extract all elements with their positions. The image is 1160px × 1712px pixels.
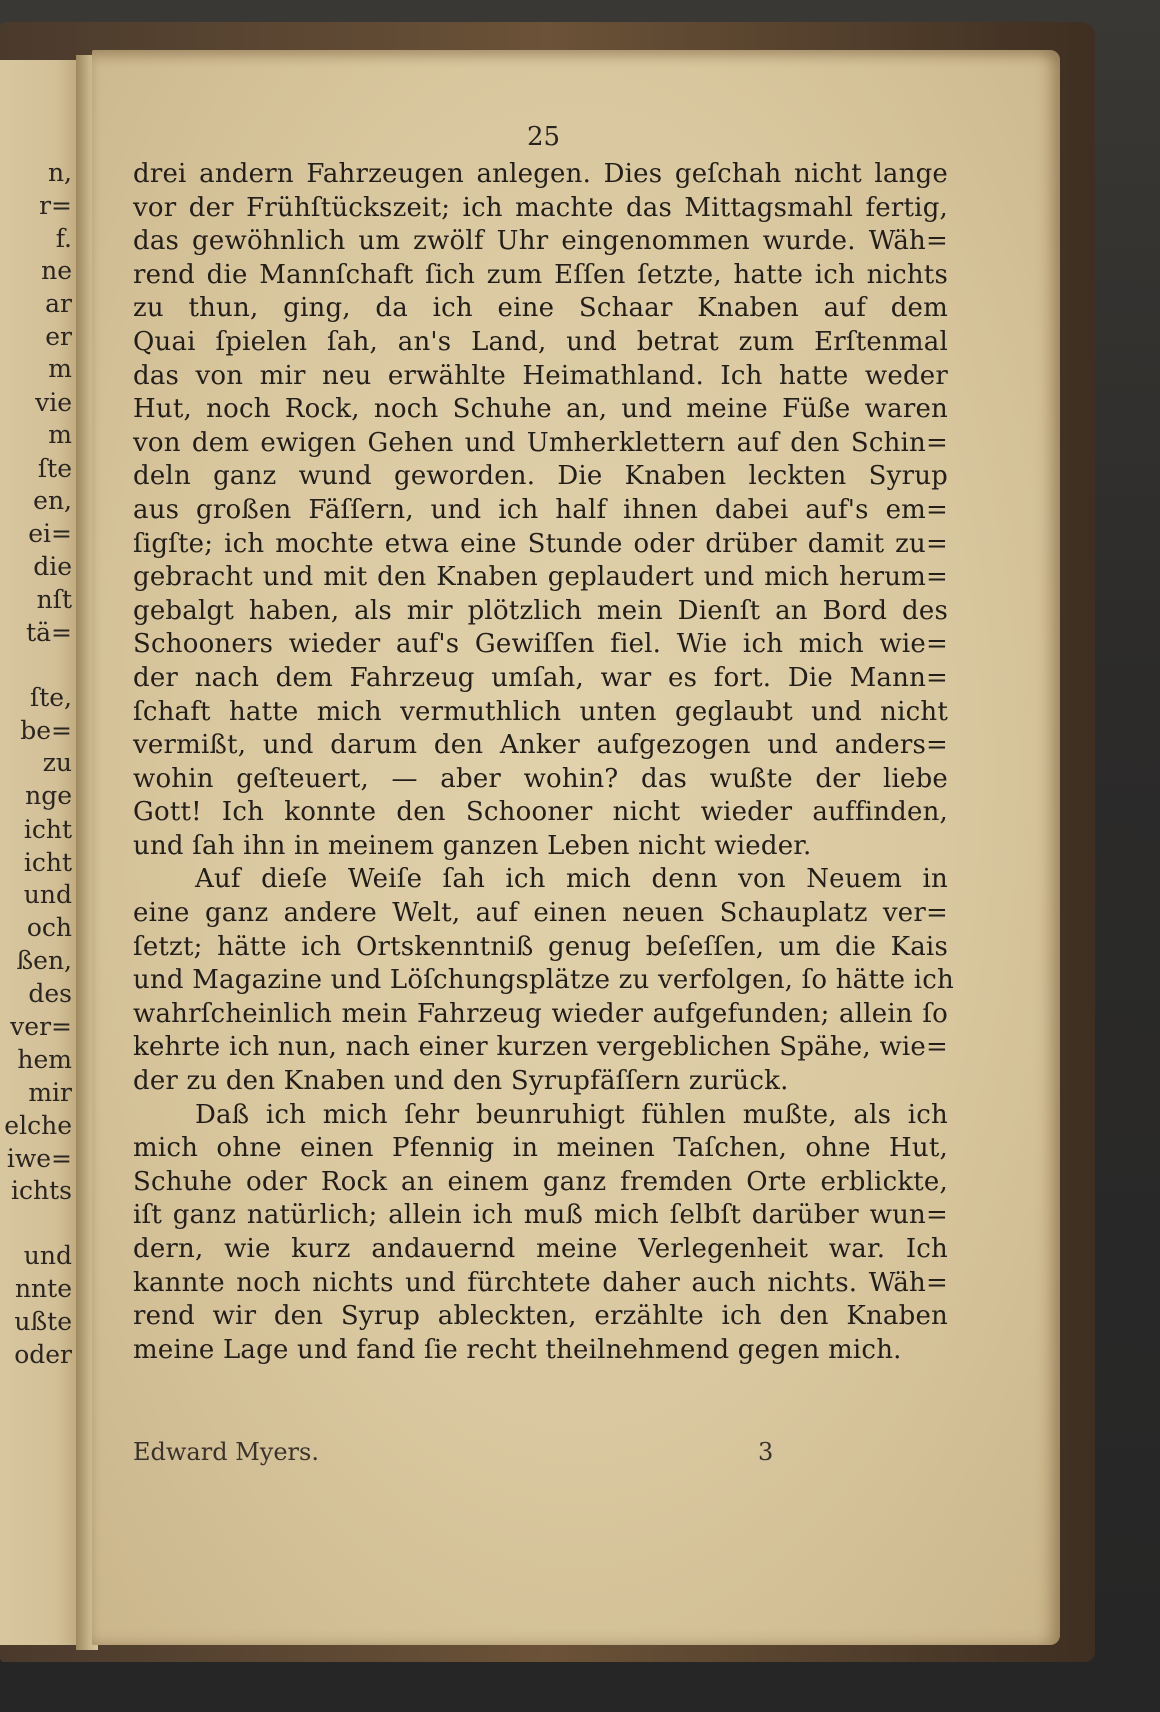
left-page-fragment: r= — [39, 191, 72, 220]
left-page-fragment: oder — [14, 1340, 72, 1369]
footer-sheet-number: 3 — [758, 1438, 774, 1466]
text-line: Gott! Ich konnte den Schooner nicht wieder auffinden, — [133, 797, 948, 828]
left-page-fragment: ußte — [14, 1307, 72, 1336]
text-line: das von mir neu erwählte Heimathland. Ich hatte weder — [133, 360, 948, 391]
left-page-fragment: nnte — [14, 1274, 72, 1303]
text-line: Auf dieſe Weiſe ſah ich mich denn von Neuem in — [195, 864, 948, 895]
text-line: Quai ſpielen ſah, an's Land, und betrat zum Erſtenmal — [133, 326, 948, 357]
left-page-fragment: icht — [23, 848, 72, 877]
text-line: ſigſte; ich mochte etwa eine Stunde oder drüber damit zu= — [133, 528, 948, 559]
left-page-fragment: zu — [42, 748, 72, 777]
text-line: kannte noch nichts und fürchtete daher auch nichts. Wäh= — [133, 1267, 948, 1298]
left-page-fragment: die — [33, 552, 72, 581]
left-page-fragment: tä= — [26, 618, 72, 647]
left-page-fragment: er — [45, 322, 72, 351]
left-page-fragment: ar — [45, 289, 72, 318]
left-page-fragment: und — [23, 880, 72, 909]
left-page-fragment: iwe= — [6, 1144, 72, 1173]
text-line: der nach dem Fahrzeug umſah, war es fort. Die Mann= — [133, 662, 948, 693]
left-page-fragment: mir — [28, 1078, 72, 1107]
left-page-fragment: ne — [41, 256, 72, 285]
text-line: vor der Frühſtückszeit; ich machte das Mittagsmahl fertig, — [133, 192, 948, 223]
left-page-fragment: m — [48, 354, 72, 383]
left-page-edge — [0, 60, 80, 1645]
text-line: Schuhe oder Rock an einem ganz fremden Orte erblickte, — [133, 1166, 948, 1197]
left-page-fragment: und — [23, 1241, 72, 1270]
left-page-fragment: ichts — [11, 1176, 72, 1205]
text-line: kehrte ich nun, nach einer kurzen vergeblichen Spähe, wie= — [133, 1032, 948, 1063]
text-line: vermißt, und darum den Anker aufgezogen und anders= — [133, 730, 948, 761]
text-line: und ſah ihn in meinem ganzen Leben nicht wieder. — [133, 830, 812, 861]
left-page-fragment: n, — [47, 158, 72, 187]
left-page-fragment: nge — [25, 781, 72, 810]
text-line: wohin geſteuert, — aber wohin? das wußte der liebe — [133, 763, 948, 794]
left-page-fragment: ei= — [28, 519, 72, 548]
text-line: ſetzt; hätte ich Ortskenntniß genug beſeſſen, um die Kais — [133, 931, 948, 962]
left-page-fragment: ver= — [10, 1012, 72, 1041]
footer-signature: Edward Myers. — [133, 1438, 319, 1466]
text-line: Hut, noch Rock, noch Schuhe an, und meine Füße waren — [133, 394, 948, 425]
left-page-fragment: vie — [35, 388, 72, 417]
text-line: gebracht und mit den Knaben geplaudert und mich herum= — [133, 562, 948, 593]
left-page-fragment: ſte, — [29, 683, 72, 712]
text-line: und Magazine und Löſchungsplätze zu verfolgen, ſo hätte ich — [133, 965, 954, 996]
left-page-fragment: be= — [20, 716, 72, 745]
text-line: wahrſcheinlich mein Fahrzeug wieder aufgefunden; allein ſo — [133, 998, 948, 1029]
left-page-fragment: elche — [4, 1111, 72, 1140]
left-page-fragment: icht — [23, 815, 72, 844]
text-line: das gewöhnlich um zwölf Uhr eingenommen wurde. Wäh= — [133, 226, 948, 257]
text-line: Daß ich mich ſehr beunruhigt fühlen mußte, als ich — [195, 1099, 948, 1130]
left-page-fragment: en, — [33, 486, 72, 515]
left-page-fragment: f. — [55, 224, 72, 253]
text-line: Schooners wieder auf's Gewiſſen fiel. Wie ich mich wie= — [133, 629, 948, 660]
body-text — [133, 158, 954, 1367]
text-line: rend wir den Syrup ableckten, erzählte ich den Knaben — [133, 1301, 948, 1332]
text-line: zu thun, ging, da ich eine Schaar Knaben auf dem — [133, 293, 948, 324]
text-line: dern, wie kurz andauernd meine Verlegenheit war. Ich — [133, 1234, 948, 1264]
text-line: meine Lage und fand ſie recht theilnehmend gegen mich. — [133, 1334, 902, 1365]
text-line: deln ganz wund geworden. Die Knaben leckten Syrup — [133, 461, 948, 492]
text-line: mich ohne einen Pfennig in meinen Taſchen, ohne Hut, — [133, 1133, 948, 1164]
text-line: ſchaft hatte mich vermuthlich unten geglaubt und nicht — [133, 696, 948, 727]
text-line: von dem ewigen Gehen und Umherklettern auf den Schin= — [133, 427, 948, 458]
left-page-fragment: nſt — [36, 585, 72, 614]
left-page-fragment: och — [26, 913, 72, 942]
left-page-fragment: ſte — [37, 454, 72, 483]
text-line: eine ganz andere Welt, auf einen neuen Schauplatz ver= — [133, 898, 948, 929]
left-page-fragment: des — [28, 979, 72, 1008]
text-line: drei andern Fahrzeugen anlegen. Dies geſchah nicht lange — [133, 159, 948, 189]
left-page-fragment: m — [48, 420, 72, 449]
text-line: der zu den Knaben und den Syrupfäſſern zurück. — [133, 1066, 789, 1097]
text-line: iſt ganz natürlich; allein ich muß mich ſelbſt darüber wun= — [133, 1200, 948, 1231]
left-page-fragment: ßen, — [16, 946, 72, 975]
text-line: gebalgt haben, als mir plötzlich mein Dienſt an Bord des — [133, 595, 948, 626]
text-line: rend die Mannſchaft ſich zum Eſſen ſetzte, hatte ich nichts — [133, 259, 948, 290]
text-line: aus großen Fäſſern, und ich half ihnen dabei auf's em= — [133, 494, 948, 525]
left-page-fragment: hem — [17, 1045, 72, 1074]
page-number: 25 — [527, 122, 561, 152]
